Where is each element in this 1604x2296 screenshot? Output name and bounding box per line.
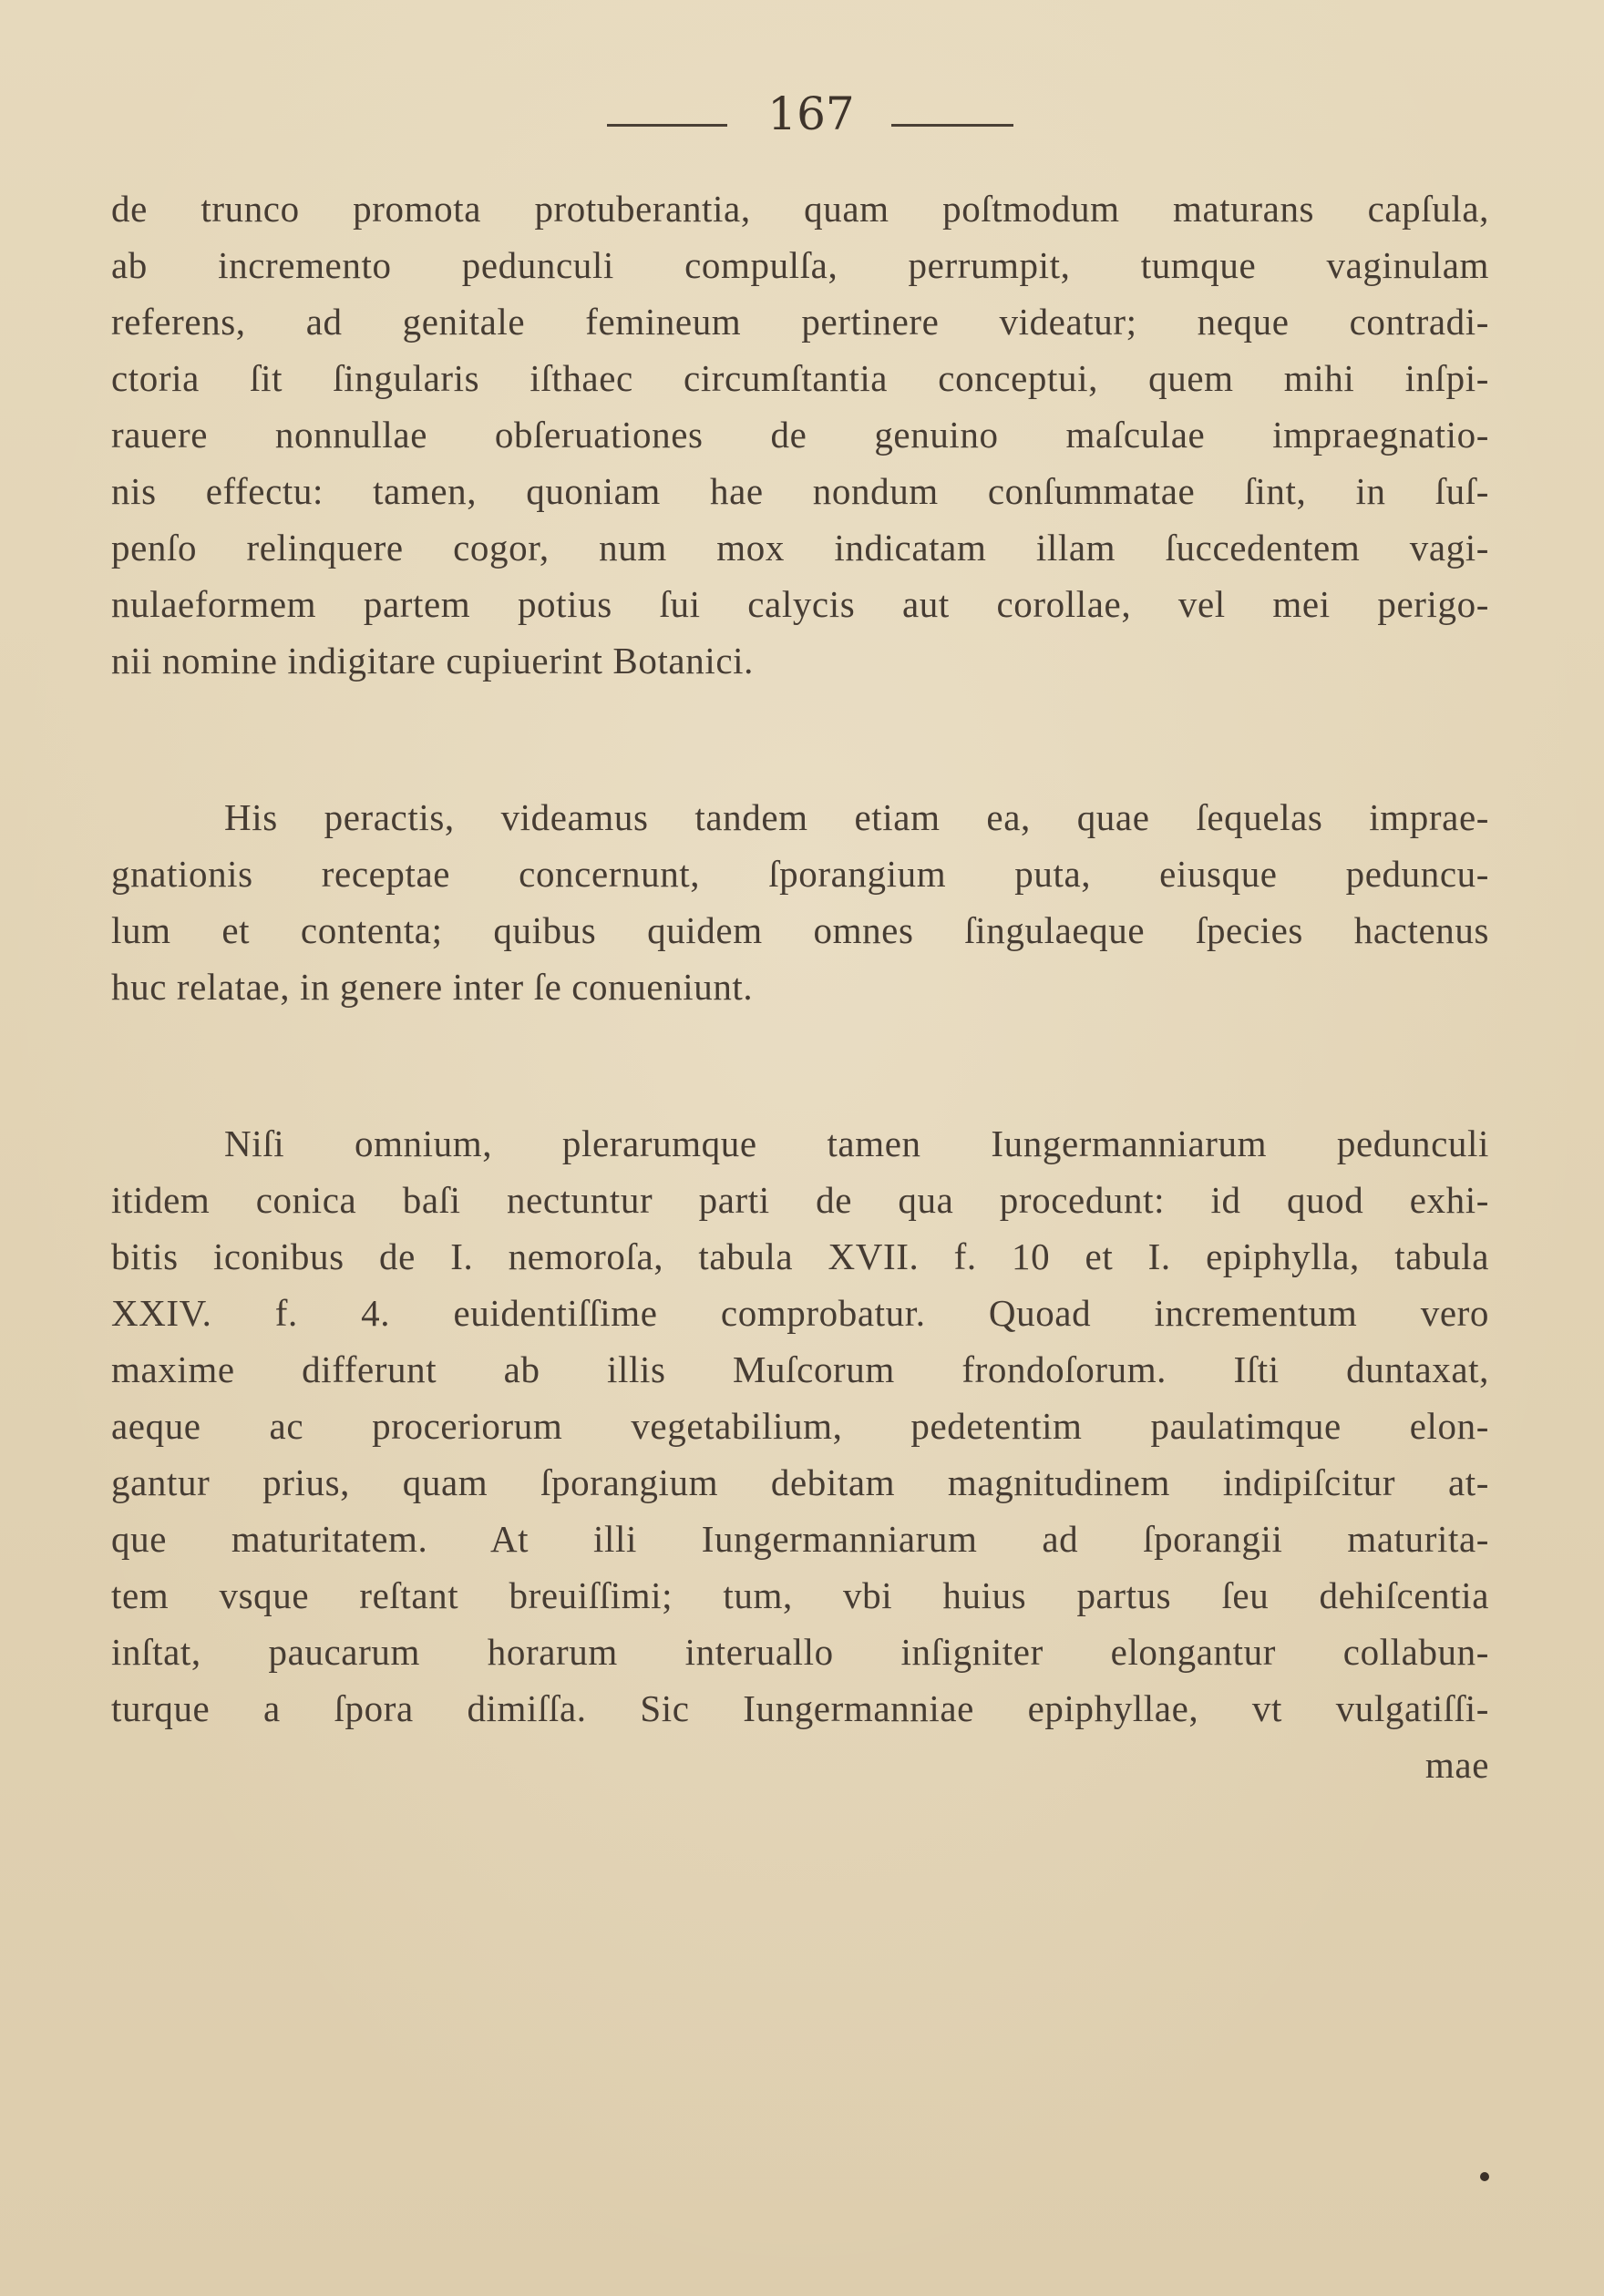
header-rule-right bbox=[891, 124, 1013, 127]
text-line: huc relatae, in genere inter ſe conueniunt. bbox=[111, 966, 754, 1008]
text-line: Niſi omnium, plerarumque tamen Iungermanniarum pedunculi bbox=[224, 1122, 1489, 1164]
header-rule-left bbox=[607, 124, 727, 127]
text-line: bitis iconibus de I. nemoroſa, tabula XVII. f. 10 et I. epiphylla, tabula bbox=[111, 1235, 1489, 1277]
text-line: referens, ad genitale femineum pertinere videatur; neque contradi- bbox=[111, 301, 1489, 343]
text-line: nis effectu: tamen, quoniam hae nondum conſummatae ſint, in ſuſ- bbox=[111, 470, 1489, 512]
body-text bbox=[111, 180, 1489, 1793]
paragraph-3 bbox=[111, 1115, 1489, 1793]
text-line: ab incremento pedunculi compulſa, perrumpit, tumque vaginulam bbox=[111, 244, 1489, 286]
text-line: gantur prius, quam ſporangium debitam magnitudinem indipiſcitur at- bbox=[111, 1461, 1489, 1503]
text-line: nii nomine indigitare cupiuerint Botanici. bbox=[111, 640, 754, 682]
page-header bbox=[0, 87, 1604, 151]
text-line: nulaeformem partem potius ſui calycis aut corollae, vel mei perigo- bbox=[111, 583, 1489, 625]
text-line: turque a ſpora dimiſſa. Sic Iungermanniae epiphyllae, vt vulgatiſſi- bbox=[111, 1687, 1489, 1729]
paragraph-2 bbox=[111, 789, 1489, 1015]
text-line: rauere nonnullae obſeruationes de genuino maſculae impraegnatio- bbox=[111, 414, 1489, 456]
text-line: itidem conica baſi nectuntur parti de qua procedunt: id quod exhi- bbox=[111, 1179, 1489, 1221]
paragraph-gap bbox=[111, 1015, 1489, 1115]
text-line: aeque ac proceriorum vegetabilium, pedetentim paulatimque elon- bbox=[111, 1405, 1489, 1447]
paragraph-gap bbox=[111, 689, 1489, 789]
text-line: His peractis, videamus tandem etiam ea, quae ſequelas imprae- bbox=[224, 796, 1489, 838]
text-line: lum et contenta; quibus quidem omnes ſingulaeque ſpecies hactenus bbox=[111, 909, 1489, 951]
text-line: de trunco promota protuberantia, quam poſtmodum maturans capſula, bbox=[111, 188, 1489, 230]
ink-spot bbox=[1480, 2172, 1489, 2181]
text-line: inſtat, paucarum horarum interuallo inſigniter elongantur collabun- bbox=[111, 1631, 1489, 1673]
text-line: XXIV. f. 4. euidentiſſime comprobatur. Quoad incrementum vero bbox=[111, 1292, 1489, 1334]
text-line: gnationis receptae concernunt, ſporangium puta, eiusque peduncu- bbox=[111, 853, 1489, 895]
catchword: mae bbox=[1424, 1744, 1489, 1786]
text-line: penſo relinquere cogor, num mox indicatam illam ſuccedentem vagi- bbox=[111, 527, 1489, 569]
text-line: ctoria ſit ſingularis iſthaec circumſtantia conceptui, quem mihi inſpi- bbox=[111, 357, 1489, 399]
paragraph-1 bbox=[111, 180, 1489, 689]
text-line: que maturitatem. At illi Iungermanniarum ad ſporangii maturita- bbox=[111, 1518, 1489, 1560]
page-number: 167 bbox=[767, 87, 855, 140]
text-line: maxime differunt ab illis Muſcorum frondoſorum. Iſti duntaxat, bbox=[111, 1348, 1489, 1390]
text-line: tem vsque reſtant breuiſſimi; tum, vbi huius partus ſeu dehiſcentia bbox=[111, 1574, 1489, 1616]
